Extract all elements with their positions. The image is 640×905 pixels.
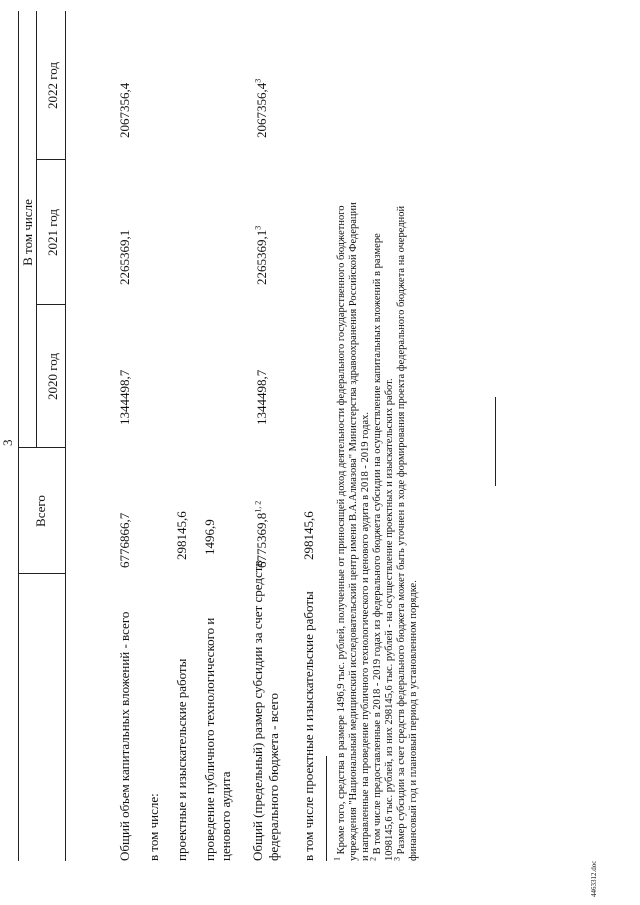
row-subsidy-design-value: 298145,6	[301, 511, 316, 560]
row-audit-label-1: проведение публичного технологического и	[202, 617, 217, 861]
row-audit-label-2: ценового аудита	[218, 771, 233, 861]
row-subsidy-label-2: федерального бюджета - всего	[266, 693, 281, 861]
page-number: 3	[0, 439, 15, 446]
row-subsidy-2020: 1344498,7	[254, 369, 269, 425]
row-total-2022: 2067356,4	[117, 82, 132, 138]
row-total-2020: 1344498,7	[117, 369, 132, 425]
doc-id: 4463312.doc	[590, 860, 598, 897]
row-subsidy-2022: 2067356,4$^3$	[253, 78, 269, 138]
header-2021: 2021 год	[45, 209, 60, 256]
footnote-2: $^2$ В том числе предоставленные в 2018 - 2019 годах из федерального бюджета субсидии на осуществление капитальных вложений в размере 1098145,6 тыс. рублей, из них 298145,6 тыс. рублей - на осуществление проектных и изыскательских работ.	[368, 233, 395, 861]
group-header-border	[36, 11, 37, 448]
table-top-border	[18, 11, 19, 861]
row-design-label: проектные и изыскательские работы	[174, 658, 189, 861]
end-of-page-rule	[495, 397, 496, 486]
header-2020: 2020 год	[45, 353, 60, 400]
header-2022: 2022 год	[45, 62, 60, 109]
row-total-value: 6776866,7	[117, 512, 132, 568]
footnote-separator	[326, 756, 327, 861]
row-design-value: 298145,6	[174, 511, 189, 560]
row-subsidy-label-1: Общий (предельный) размер субсидии за счет средств	[250, 560, 265, 861]
row-total-label: Общий объем капитальных вложений - всего	[117, 611, 132, 861]
header-total: Всего	[33, 495, 48, 527]
row-subsidy-value: 6775369,8$^{1, 2}$	[253, 500, 269, 568]
header-group: В том числе	[20, 199, 35, 266]
row-subsidy-2021: 2265369,1$^3$	[253, 225, 269, 285]
table-header-border	[65, 11, 66, 861]
footnote-1: $^1$ Кроме того, средства в размере 1496,9 тыс. рублей, полученные от приносящей доход деятельности федерального государственного бюджетного учреждения "Национальный медицинский исследовательский центр имени В.А.Алмазова" Министерства здравоохранения Российской Федерации и направленные на проведение публичного технологического и ценового аудита в 2018 - 2019 годах.	[332, 202, 371, 861]
footnote-3: $^3$ Размер субсидии за счет средств федерального бюджета может быть уточнен в ходе формирования проекта федерального бюджета на очередной финансовый год и плановый период в установленном порядке.	[392, 205, 419, 861]
row-total-2021: 2265369,1	[117, 229, 132, 285]
row-audit-value: 1496,9	[202, 519, 217, 555]
row-subsidy-design-label: в том числе проектные и изыскательские работы	[301, 591, 316, 861]
row-including-label: в том числе:	[146, 793, 161, 861]
